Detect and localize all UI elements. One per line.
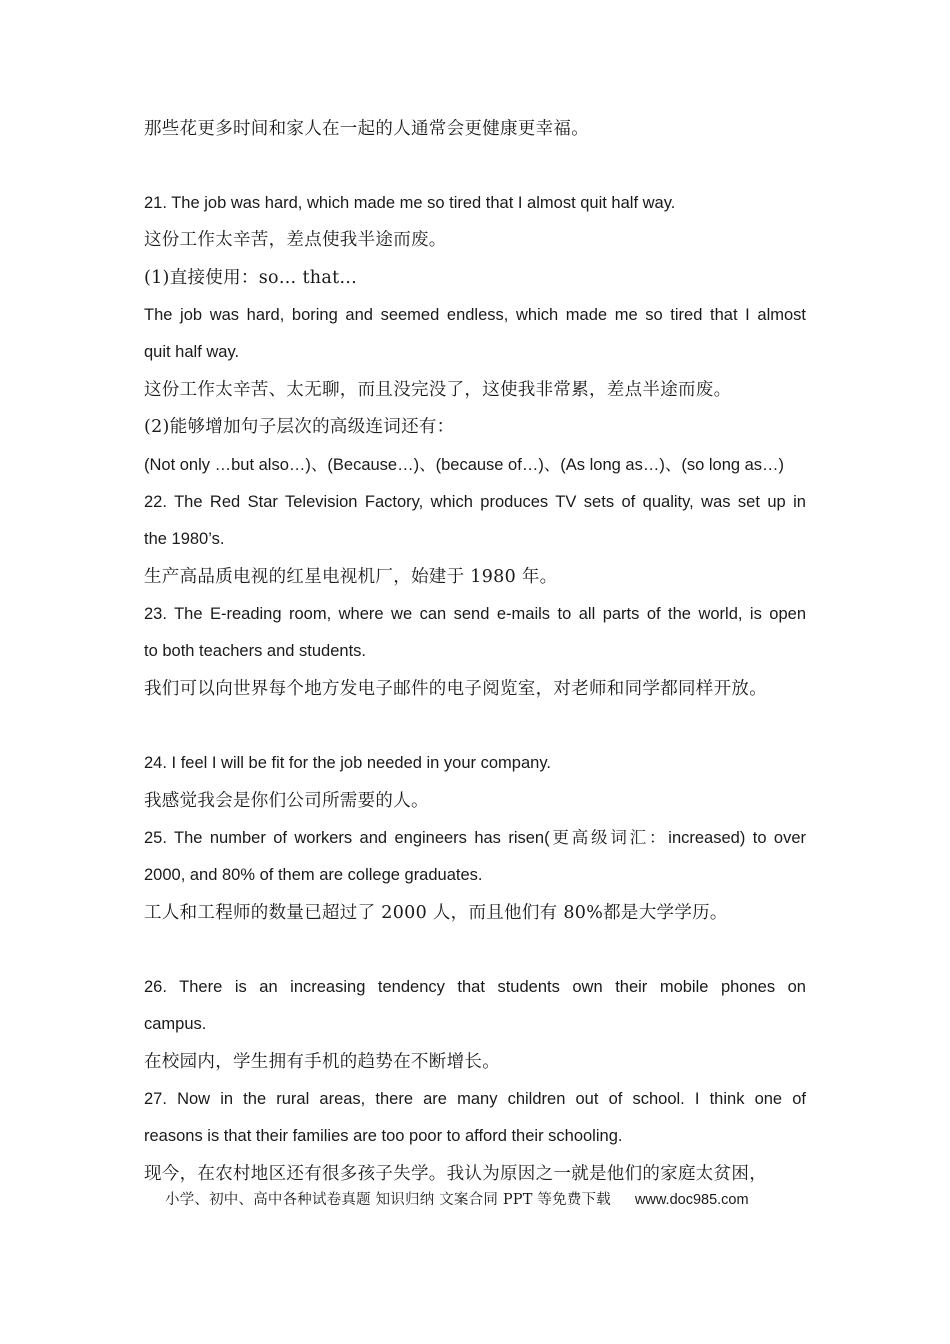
footer-url[interactable]: www.doc985.com [634,1192,749,1208]
sentence-24-en: 24. I feel I will be fit for the job needed in your company. [144,754,551,772]
sentence-23-zh: 我们可以向世界每个地方发电子邮件的电子阅览室，对老师和同学都同样开放。 [144,679,767,699]
sentence-22-en-cont: the 1980’s. [144,530,225,548]
sentence-25-en-cont: 2000, and 80% of them are college graduates. [144,866,483,884]
note-2: (2)能够增加句子层次的高级连词还有： [144,417,455,437]
sentence-21b-en: The job was hard, boring and seemed endless, which made me so tired that I almost [144,306,806,324]
sentence-24-zh: 我感觉我会是你们公司所需要的人。 [144,791,429,811]
sentence-26-en-cont: campus. [144,1015,207,1033]
page-footer [165,1190,749,1210]
sentence-22-en: 22. The Red Star Television Factory, which produces TV sets of quality, was set up in [144,493,806,511]
sentence-21-en: 21. The job was hard, which made me so tired that I almost quit half way. [144,194,676,212]
conjunction-list: (Not only …but also…)、(Because…)、(because of…)、(As long as…)、(so long as…) [144,456,785,474]
sentence-23-en: 23. The E-reading room, where we can send e-mails to all parts of the world, is open [144,605,806,623]
sentence-23-en-cont: to both teachers and students. [144,642,366,660]
sentence-27-zh: 现今，在农村地区还有很多孩子失学。我认为原因之一就是他们的家庭太贫困， [144,1164,767,1184]
sentence-26-zh: 在校园内，学生拥有手机的趋势在不断增长。 [144,1052,500,1072]
sentence-21-zh: 这份工作太辛苦，差点使我半途而废。 [144,230,447,250]
footer-text: 小学、初中、高中各种试卷真题 知识归纳 文案合同 PPT 等免费下载 [165,1192,611,1208]
sentence-26-en: 26. There is an increasing tendency that students own their mobile phones on [144,978,806,996]
sentence-27-en: 27. Now in the rural areas, there are many children out of school. I think one of [144,1090,806,1108]
sentence-21b-en-cont: quit half way. [144,343,240,361]
sentence-21b-zh: 这份工作太辛苦、太无聊，而且没完没了，这使我非常累，差点半途而废。 [144,380,732,400]
text-line: 那些花更多时间和家人在一起的人通常会更健康更幸福。 [144,119,589,139]
sentence-25-en: 25. The number of workers and engineers has risen(更高级词汇：increased) to over [144,829,806,847]
sentence-25-zh: 工人和工程师的数量已超过了 2000 人，而且他们有 80%都是大学学历。 [144,903,728,923]
note-1: (1)直接使用：so… that… [144,268,358,288]
sentence-22-zh: 生产高品质电视的红星电视机厂，始建于 1980 年。 [144,567,558,587]
sentence-27-en-cont: reasons is that their families are too poor to afford their schooling. [144,1127,623,1145]
